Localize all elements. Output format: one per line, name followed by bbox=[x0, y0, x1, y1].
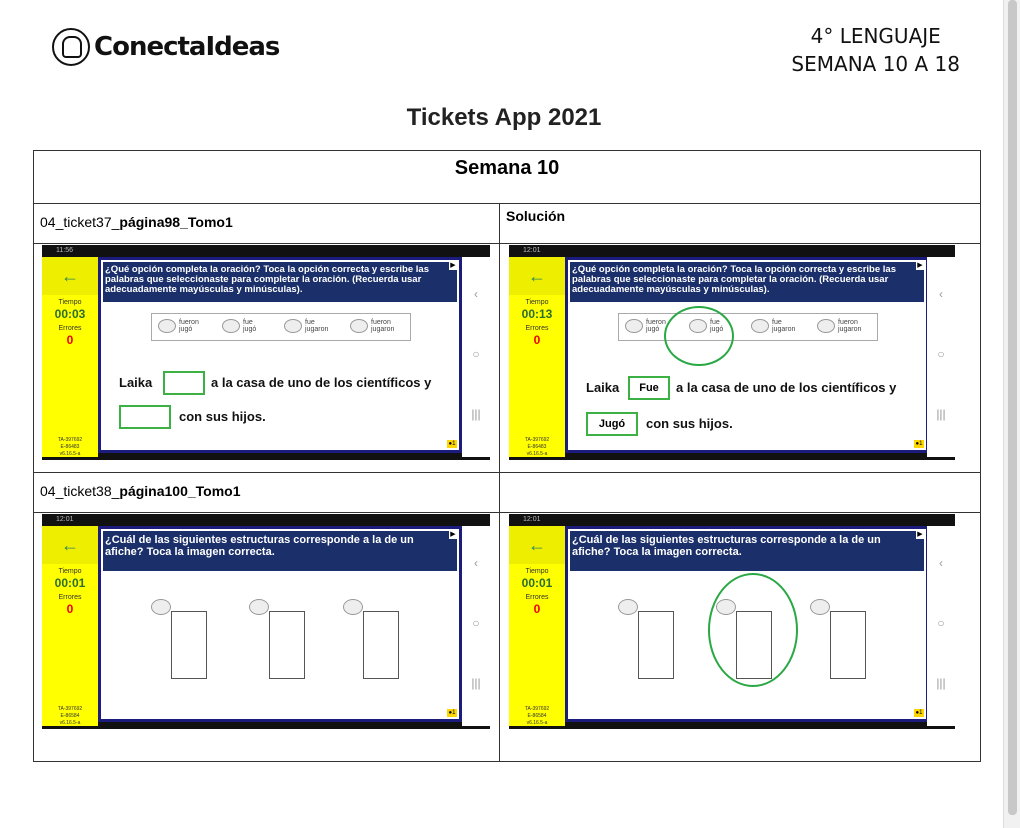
android-nav bbox=[927, 257, 955, 457]
radio-icon[interactable] bbox=[343, 599, 363, 615]
answer-input-2[interactable]: Jugó bbox=[586, 412, 638, 436]
scrollbar[interactable] bbox=[1003, 0, 1020, 828]
tiempo-label: Tiempo bbox=[58, 568, 82, 575]
status-clock: 11:56 bbox=[56, 247, 73, 254]
question-text: ¿Qué opción completa la oración? Toca la opción correcta y escribe las palabras que seleccionaste para completar la oración. (Recuerda usar adecuadamente mayúsculas y minúsculas). bbox=[570, 262, 924, 302]
question-text: ¿Qué opción completa la oración? Toca la opción correcta y escribe las palabras que seleccionaste para completar la oración. (Recuerda usar adecuadamente mayúsculas y minúsculas). bbox=[103, 262, 457, 302]
radio-icon[interactable] bbox=[222, 319, 240, 333]
course-line-1: 4° LENGUAJE bbox=[810, 24, 941, 48]
tiempo-label: Tiempo bbox=[525, 299, 549, 306]
screenshot-cell bbox=[34, 244, 500, 473]
app-screenshot bbox=[42, 514, 490, 729]
status-clock: 12:01 bbox=[523, 516, 541, 523]
coin-icon: ●1 bbox=[448, 441, 456, 447]
back-arrow-icon[interactable]: ← bbox=[509, 257, 565, 295]
question-panel bbox=[98, 526, 462, 722]
nav-back-icon[interactable]: ‹ bbox=[474, 556, 478, 570]
structure-option-3[interactable] bbox=[363, 611, 399, 679]
answer-input-1[interactable] bbox=[163, 371, 205, 395]
coin-icon: ●1 bbox=[915, 441, 923, 447]
ticket-ident: TA-397692 E-86584 v6.16.5-a bbox=[524, 706, 550, 726]
option-4[interactable]: fueron jugaron bbox=[350, 319, 394, 333]
back-arrow-icon[interactable]: ← bbox=[42, 257, 98, 295]
course-line-2: SEMANA 10 A 18 bbox=[791, 52, 960, 76]
tiempo-value: 00:03 bbox=[54, 307, 86, 321]
errores-label: Errores bbox=[525, 594, 549, 601]
ticket-label-1: 04_ticket37_página98_Tomo1 bbox=[34, 204, 500, 244]
radio-icon[interactable] bbox=[158, 319, 176, 333]
radio-icon[interactable] bbox=[810, 599, 830, 615]
ticket-ident: TA-397692 E-86584 v6.16.5-a bbox=[57, 706, 83, 726]
question-text: ¿Cuál de las siguientes estructuras corresponde a la de un afiche? Toca la imagen correcta. bbox=[570, 531, 924, 571]
nav-home-icon[interactable]: ○ bbox=[937, 347, 945, 361]
week-header: Semana 10 bbox=[34, 151, 981, 204]
radio-icon[interactable] bbox=[618, 599, 638, 615]
tiempo-label: Tiempo bbox=[525, 568, 549, 575]
correct-answer-circle bbox=[708, 573, 798, 687]
logo-text: ConectaIdeas bbox=[94, 32, 280, 62]
ticket-ident: TA-397692 E-86483 v6.16.5-a bbox=[524, 437, 550, 457]
nav-home-icon[interactable]: ○ bbox=[472, 616, 480, 630]
answer-input-2[interactable] bbox=[119, 405, 171, 429]
back-arrow-icon[interactable]: ← bbox=[509, 526, 565, 564]
option-1[interactable]: fueron jugó bbox=[158, 319, 199, 333]
solution-cell bbox=[500, 513, 981, 762]
play-icon[interactable]: ▶ bbox=[917, 531, 923, 538]
tiempo-value: 00:01 bbox=[521, 576, 553, 590]
screenshot-cell bbox=[34, 513, 500, 762]
question-panel bbox=[98, 257, 462, 453]
conectaideas-logo bbox=[52, 28, 279, 66]
nav-recents-icon[interactable]: ||| bbox=[471, 676, 481, 690]
document-title: Tickets App 2021 bbox=[406, 104, 602, 131]
option-4[interactable]: fueron jugaron bbox=[817, 319, 861, 333]
ticket-label-2: 04_ticket38_página100_Tomo1 bbox=[34, 473, 500, 513]
tiempo-value: 00:01 bbox=[54, 576, 86, 590]
coin-icon: ●1 bbox=[915, 710, 923, 716]
correct-answer-circle bbox=[664, 306, 734, 366]
options-box bbox=[151, 313, 411, 341]
brain-icon bbox=[52, 28, 90, 66]
question-panel bbox=[565, 257, 929, 453]
nav-recents-icon[interactable]: ||| bbox=[471, 407, 481, 421]
play-icon[interactable]: ▶ bbox=[450, 262, 456, 269]
sentence-start: Laika bbox=[119, 375, 153, 390]
sentence-end: con sus hijos. bbox=[646, 416, 733, 431]
solution-screenshot bbox=[509, 245, 955, 460]
status-clock: 12:01 bbox=[523, 247, 541, 254]
radio-icon[interactable] bbox=[350, 319, 368, 333]
play-icon[interactable]: ▶ bbox=[450, 531, 456, 538]
errores-value: 0 bbox=[533, 602, 541, 616]
scrollbar-thumb[interactable] bbox=[1008, 0, 1017, 815]
errores-value: 0 bbox=[66, 602, 74, 616]
nav-back-icon[interactable]: ‹ bbox=[474, 287, 478, 301]
empty-label bbox=[500, 473, 981, 513]
options-box bbox=[618, 313, 878, 341]
tiempo-label: Tiempo bbox=[58, 299, 82, 306]
play-icon[interactable]: ▶ bbox=[917, 262, 923, 269]
radio-icon[interactable] bbox=[751, 319, 769, 333]
radio-icon[interactable] bbox=[284, 319, 302, 333]
errores-value: 0 bbox=[66, 333, 74, 347]
tiempo-value: 00:13 bbox=[521, 307, 553, 321]
answer-input-1[interactable]: Fue bbox=[628, 376, 670, 400]
nav-home-icon[interactable]: ○ bbox=[472, 347, 480, 361]
errores-label: Errores bbox=[525, 325, 549, 332]
structure-option-3[interactable] bbox=[830, 611, 866, 679]
sentence-middle: a la casa de uno de los científicos y bbox=[676, 380, 897, 395]
nav-recents-icon[interactable]: ||| bbox=[936, 407, 946, 421]
android-nav bbox=[462, 257, 490, 457]
android-nav bbox=[462, 526, 490, 726]
option-3[interactable]: fue jugaron bbox=[751, 319, 795, 333]
app-screenshot bbox=[42, 245, 490, 460]
nav-back-icon[interactable]: ‹ bbox=[939, 287, 943, 301]
solution-screenshot bbox=[509, 514, 955, 729]
solution-cell bbox=[500, 244, 981, 473]
coin-icon: ●1 bbox=[448, 710, 456, 716]
errores-value: 0 bbox=[533, 333, 541, 347]
option-2[interactable]: fue jugó bbox=[689, 319, 723, 333]
sentence-end: con sus hijos. bbox=[179, 409, 266, 424]
radio-icon[interactable] bbox=[151, 599, 171, 615]
solution-label: Solución bbox=[500, 204, 981, 244]
android-nav bbox=[927, 526, 955, 726]
option-3[interactable]: fue jugaron bbox=[284, 319, 328, 333]
ticket-ident: TA-397692 E-86483 v6.16.5-a bbox=[57, 437, 83, 457]
radio-icon[interactable] bbox=[249, 599, 269, 615]
structure-option-1[interactable] bbox=[638, 611, 674, 679]
back-arrow-icon[interactable]: ← bbox=[42, 526, 98, 564]
question-panel bbox=[565, 526, 929, 722]
option-1[interactable]: fueron jugó bbox=[625, 319, 666, 333]
tickets-table bbox=[33, 150, 981, 762]
course-heading bbox=[791, 22, 960, 78]
radio-icon[interactable] bbox=[625, 319, 643, 333]
option-2[interactable]: fue jugó bbox=[222, 319, 256, 333]
errores-label: Errores bbox=[58, 594, 82, 601]
status-clock: 12:01 bbox=[56, 516, 74, 523]
errores-label: Errores bbox=[58, 325, 82, 332]
radio-icon[interactable] bbox=[817, 319, 835, 333]
nav-recents-icon[interactable]: ||| bbox=[936, 676, 946, 690]
nav-home-icon[interactable]: ○ bbox=[937, 616, 945, 630]
sentence-start: Laika bbox=[586, 380, 620, 395]
nav-back-icon[interactable]: ‹ bbox=[939, 556, 943, 570]
structure-option-1[interactable] bbox=[171, 611, 207, 679]
structure-option-2[interactable] bbox=[269, 611, 305, 679]
question-text: ¿Cuál de las siguientes estructuras corresponde a la de un afiche? Toca la imagen correcta. bbox=[103, 531, 457, 571]
sentence-middle: a la casa de uno de los científicos y bbox=[211, 375, 432, 390]
